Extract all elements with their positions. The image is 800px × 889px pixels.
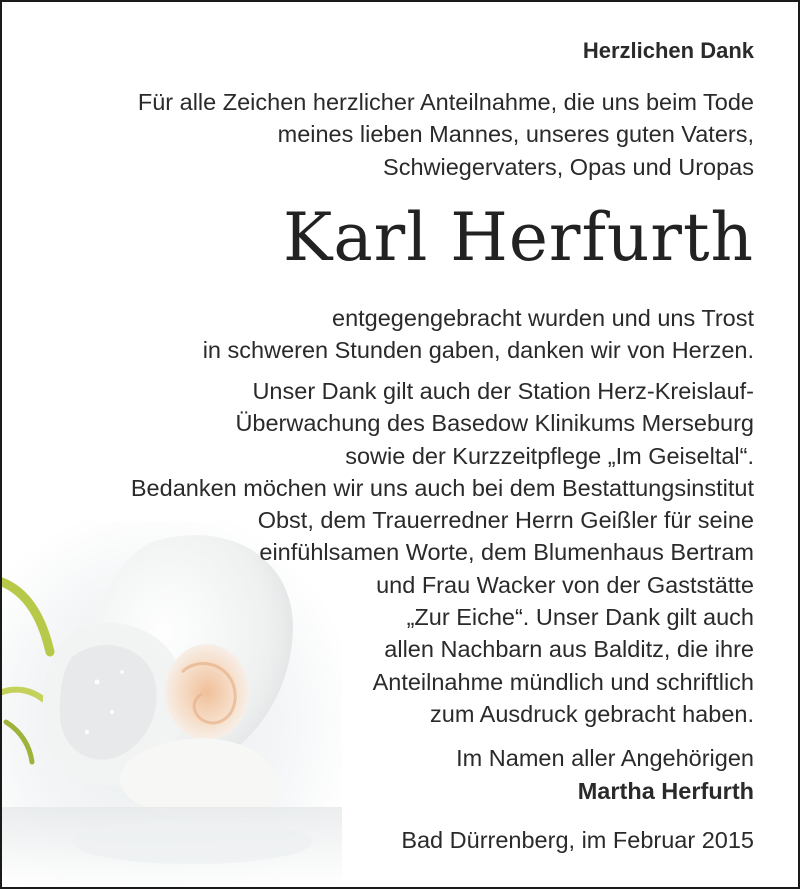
body-line: einfühlsamen Worte, dem Blumenhaus Bertram [259, 539, 754, 566]
body-line: Obst, dem Trauerredner Herrn Geißler für seine [257, 507, 754, 534]
on-behalf-text: Im Namen aller Angehörigen [456, 745, 754, 771]
signer-name: Martha Herfurth [577, 778, 754, 804]
body-line: allen Nachbarn aus Balditz, die ihre [384, 636, 754, 663]
intro-paragraph [138, 86, 754, 183]
intro-line: Schwiegervaters, Opas und Uropas [383, 153, 754, 180]
body-line: zum Ausdruck gebracht haben. [430, 700, 754, 727]
body-line: und Frau Wacker von der Gaststätte [376, 571, 754, 598]
notice-heading: Herzlichen Dank [582, 38, 754, 63]
body-line: Unser Dank gilt auch der Station Herz-Kreislauf- [252, 378, 754, 404]
body-line: sowie der Kurzzeitpflege „Im Geiseltal“. [345, 442, 754, 469]
place-date: Bad Dürrenberg, im Februar 2015 [401, 827, 754, 853]
body-line: „Zur Eiche“. Unser Dank gilt auch [406, 604, 754, 631]
body-line: Überwachung des Basedow Klinikums Merseburg [235, 410, 754, 437]
body-line: Anteilnahme mündlich und schriftlich [372, 668, 754, 695]
thanks-line: entgegengebracht wurden und uns Trost [332, 305, 754, 331]
intro-line: meines lieben Mannes, unseres guten Vaters, [277, 121, 754, 148]
body-line: Bedanken möchen wir uns auch bei dem Bestattungsinstitut [130, 474, 754, 501]
deceased-name: Karl Herfurth [283, 199, 754, 276]
intro-line: Für alle Zeichen herzlicher Anteilnahme, die uns beim Tode [137, 89, 754, 115]
body-paragraph [131, 375, 754, 730]
thanks-line: in schweren Stunden gaben, danken wir von Herzen. [202, 337, 754, 364]
thanks-paragraph [203, 302, 754, 367]
